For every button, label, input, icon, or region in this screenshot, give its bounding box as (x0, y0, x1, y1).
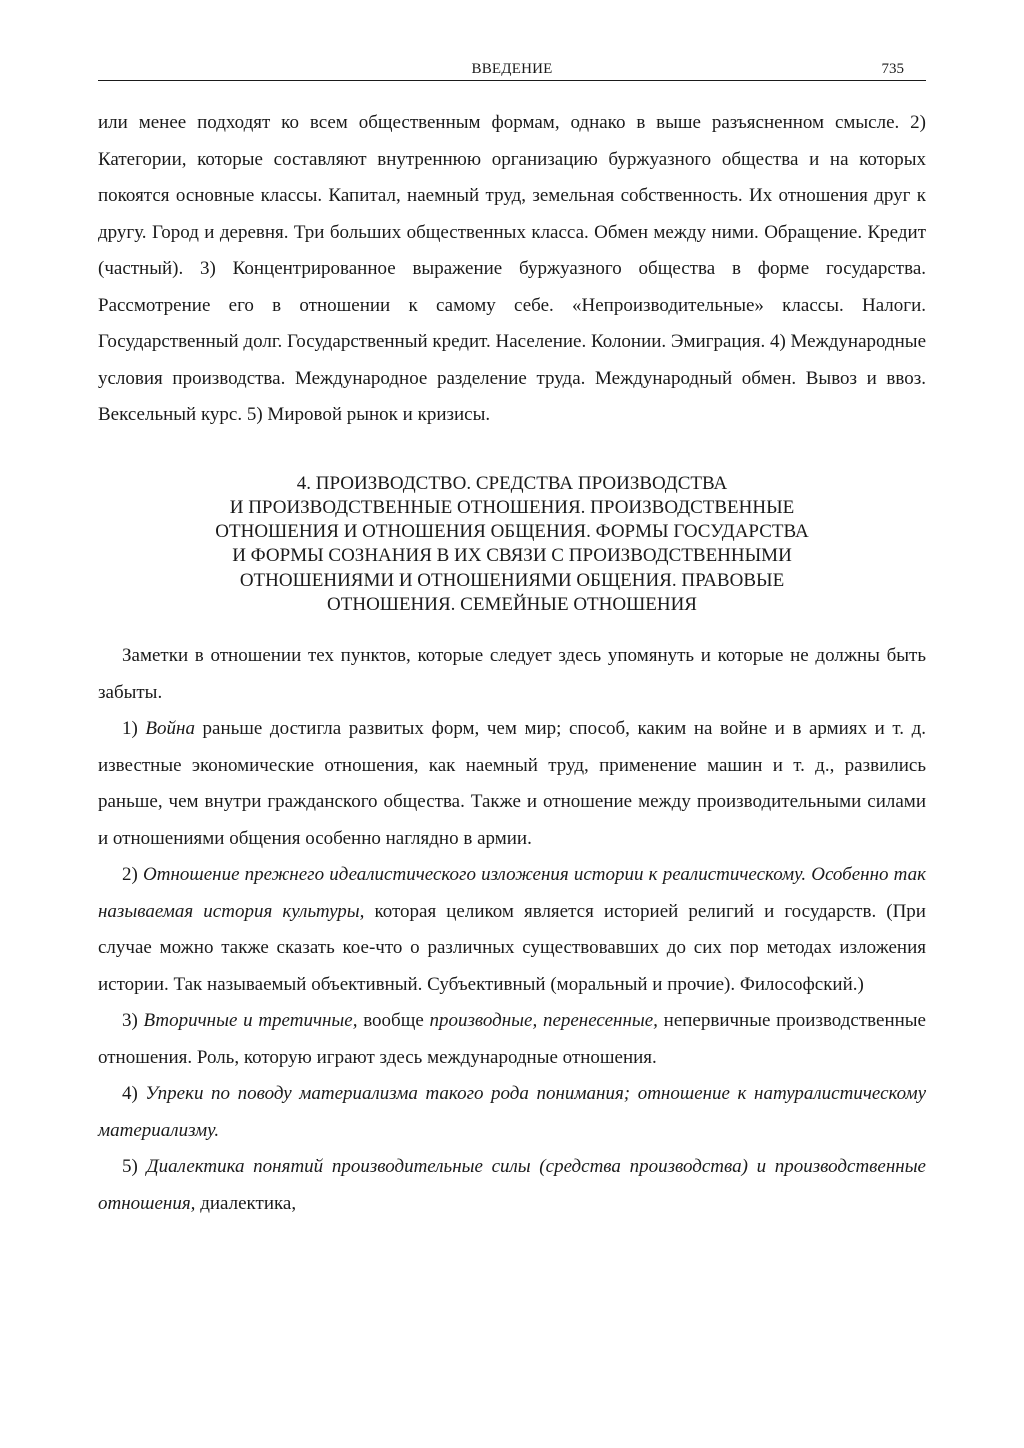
note-item-2 (98, 857, 926, 1003)
section-heading (98, 472, 926, 618)
note-item-1 (98, 711, 926, 857)
note-number: 1) (122, 718, 146, 740)
note-text: диалектика, (195, 1192, 297, 1214)
note-emphasis: Упреки по поводу материализма такого рода понимания; отношение к натуралистическому материализму. (98, 1083, 926, 1141)
note-number: 4) (122, 1083, 146, 1105)
note-emphasis: Война (145, 718, 195, 740)
document-page (98, 58, 926, 1222)
note-text: непервичные производственные отношения. Роль, которую играют здесь международные отношения. (98, 1010, 926, 1068)
note-emphasis: производные, перенесенные, (429, 1010, 658, 1032)
section-heading-line: ОТНОШЕНИЯ. СЕМЕЙНЫЕ ОТНОШЕНИЯ (327, 593, 697, 615)
section-heading-line: ОТНОШЕНИЯ И ОТНОШЕНИЯ ОБЩЕНИЯ. ФОРМЫ ГОСУДАРСТВА (215, 521, 809, 543)
note-text: раньше достигла развитых форм, чем мир; способ, каким на войне и в армиях и т. д. известные экономические отношения, как наемный труд, применение машин и т. д., развились раньше, чем внутри гражданского общества. Также и отношение между производительными силами и отношениями общения особенно наглядно в армии. (98, 718, 927, 849)
note-item-4 (98, 1076, 926, 1149)
opening-paragraph: или менее подходят ко всем общественным формам, однако в выше разъясненном смысле. 2) Категории, которые составляют внутреннюю организацию буржуазного общества и на которых покоятся основные классы. Капитал, наемный труд, земельная собственность. Их отношения друг к другу. Город и деревня. Три больших общественных класса. Обмен между ними. Обращение. Кредит (частный). 3) Концентрированное выражение буржуазного общества в форме государства. Рассмотрение его в отношении к самому себе. «Непроизводительные» классы. Налоги. Государственный долг. Государственный кредит. Население. Колонии. Эмиграция. 4) Международные условия производства. Международное разделение труда. Международный обмен. Вывоз и ввоз. Вексельный курс. 5) Мировой рынок и кризисы. (98, 112, 926, 425)
note-number: 3) (122, 1010, 144, 1032)
running-header-title: ВВЕДЕНИЕ (471, 61, 553, 77)
section-heading-line: ОТНОШЕНИЯМИ И ОТНОШЕНИЯМИ ОБЩЕНИЯ. ПРАВОВЫЕ (239, 569, 785, 591)
note-emphasis: Диалектика понятий производительные силы (средства производства) и производственные отношения, (98, 1156, 926, 1214)
note-number: 5) (122, 1156, 147, 1178)
notes-intro-paragraph: Заметки в отношении тех пунктов, которые следует здесь упомянуть и которые не должны быть забыты. (98, 645, 926, 703)
section-heading-line: И ПРОИЗВОДСТВЕННЫЕ ОТНОШЕНИЯ. ПРОИЗВОДСТВЕННЫЕ (229, 496, 795, 518)
note-emphasis: Вторичные и третичные, (143, 1010, 358, 1032)
page-number: 735 (881, 61, 904, 77)
note-emphasis: Отношение прежнего идеалистического изложения истории к реалистическому. Особенно так называемая история культуры, (98, 864, 927, 922)
section-heading-line: 4. ПРОИЗВОДСТВО. СРЕДСТВА ПРОИЗВОДСТВА (296, 472, 728, 494)
note-text: которая целиком является историей религий и государств. (При случае можно также сказать кое-что о различных существовавших до сих пор методах изложения истории. Так называемый объективный. Субъективный (моральный и прочие). Философский.) (98, 900, 926, 995)
section-heading-line: И ФОРМЫ СОЗНАНИЯ В ИХ СВЯЗИ С ПРОИЗВОДСТВЕННЫМИ (232, 545, 792, 567)
running-header (98, 58, 926, 81)
note-item-5 (98, 1149, 926, 1222)
note-text: вообще (357, 1010, 430, 1032)
note-number: 2) (122, 864, 143, 886)
note-item-3 (98, 1003, 926, 1076)
